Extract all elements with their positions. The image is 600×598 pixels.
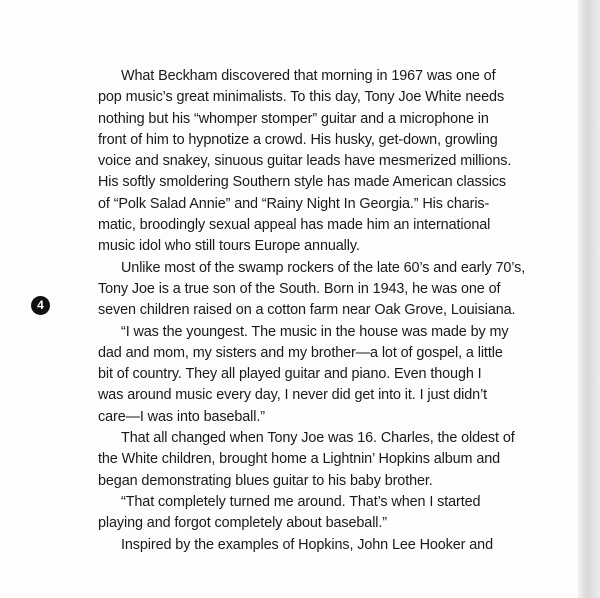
text-line: dad and mom, my sisters and my brother—a lot of gospel, a little (98, 344, 503, 361)
page-edge-shadow (578, 0, 600, 598)
text-line: pop music’s great minimalists. To this day, Tony Joe White needs (98, 89, 505, 106)
paragraph (98, 258, 558, 322)
text-line: playing and forgot completely about baseball.” (98, 515, 387, 532)
page-number-badge: 4 (31, 296, 50, 315)
text-line: bit of country. They all played guitar and piano. Even though I (98, 366, 482, 383)
text-line: the White children, brought home a Lightnin’ Hopkins album and (98, 451, 501, 468)
paragraph (98, 535, 558, 556)
text-line: “I was the youngest. The music in the house was made by my (121, 323, 509, 340)
paragraph (98, 322, 558, 428)
text-line: That all changed when Tony Joe was 16. Charles, the oldest of (121, 430, 515, 447)
text-line: What Beckham discovered that morning in 1967 was one of (121, 68, 496, 84)
paragraph (98, 66, 558, 258)
text-line: of “Polk Salad Annie” and “Rainy Night In Georgia.” His charis- (98, 195, 490, 212)
text-line: care—I was into baseball.” (98, 408, 265, 425)
body-text (98, 66, 558, 556)
text-line: Tony Joe is a true son of the South. Born in 1943, he was one of (98, 280, 501, 297)
text-line: voice and snakey, sinuous guitar leads have mesmerized millions. (98, 153, 512, 170)
paragraph (98, 428, 558, 492)
paragraph (98, 492, 558, 535)
text-line: front of him to hypnotize a crowd. His husky, get-down, growling (98, 131, 498, 148)
text-line: nothing but his “whomper stomper” guitar and a microphone in (98, 110, 489, 127)
text-line: His softly smoldering Southern style has made American classics (98, 174, 506, 191)
text-line: “That completely turned me around. That’s when I started (121, 493, 481, 510)
text-line: was around music every day, I never did get into it. I just didn’t (98, 387, 488, 404)
text-line: Inspired by the examples of Hopkins, John Lee Hooker and (121, 536, 493, 553)
text-line: matic, broodingly sexual appeal has made him an international (98, 217, 491, 234)
text-line: seven children raised on a cotton farm near Oak Grove, Louisiana. (98, 302, 516, 319)
text-line: began demonstrating blues guitar to his baby brother. (98, 472, 433, 489)
text-line: Unlike most of the swamp rockers of the late 60’s and early 70’s, (121, 259, 526, 276)
text-line: music idol who still tours Europe annually. (98, 238, 360, 255)
